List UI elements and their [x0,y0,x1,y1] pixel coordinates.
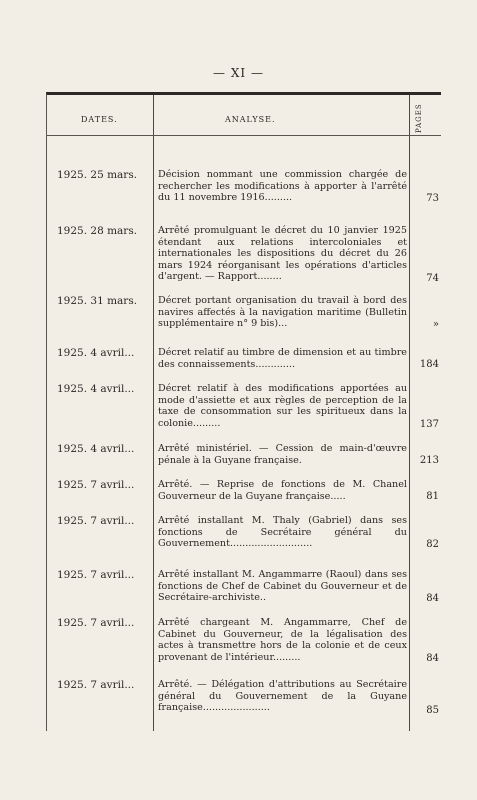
entry-page: 84 [426,593,439,604]
column-divider-dates [153,95,154,731]
entry-page: 213 [419,455,439,466]
column-divider-pages [409,95,410,731]
entry-analyse: Décret relatif à des modifications apportées au mode d'assiette et aux règles de perception de la taxe de consommation sur les spiritueux dans la colonie......... [158,383,407,429]
entry-date: 1925. 4 avril... [57,443,135,455]
header-rule [47,135,441,136]
entry-analyse: Décret portant organisation du travail à bord des navires affectés à la navigation maritime (Bulletin supplémentaire n° 9 bis)... [158,295,407,330]
entry-date: 1925. 4 avril... [57,347,135,359]
column-header-dates: DATES. [81,115,118,124]
entry-date: 1925. 7 avril... [57,569,135,581]
entry-analyse: Décret relatif au timbre de dimension et au timbre des connaissements............. [158,347,407,370]
column-header-analyse: ANALYSE. [225,115,276,124]
entry-date: 1925. 7 avril... [57,515,135,527]
entry-date: 1925. 4 avril... [57,383,135,395]
page-number: — XI — [213,66,264,80]
entry-page: 81 [426,491,439,502]
entry-page: 73 [426,193,439,204]
entry-date: 1925. 7 avril... [57,679,135,691]
entry-date: 1925. 7 avril... [57,479,135,491]
entry-analyse: Arrêté. — Délégation d'attributions au Secrétaire général du Gouvernement de la Guyane française...................... [158,679,407,714]
entry-analyse: Arrêté ministériel. — Cession de main-d'œuvre pénale à la Guyane française. [158,443,407,466]
entry-date: 1925. 28 mars. [57,225,138,237]
entry-analyse: Arrêté. — Reprise de fonctions de M. Chanel Gouverneur de la Guyane française..... [158,479,407,502]
entry-analyse: Arrêté installant M. Thaly (Gabriel) dans ses fonctions de Secrétaire général du Gouvernement........................... [158,515,407,550]
entry-analyse: Arrêté chargeant M. Angammarre, Chef de Cabinet du Gouverneur, de la légalisation des actes à transmettre hors de la colonie et de ceux provenant de l'intérieur......... [158,617,407,663]
entry-page: 85 [426,705,439,716]
column-header-pages: PAGES [415,103,423,133]
entry-page: 184 [419,359,439,370]
entry-date: 1925. 31 mars. [57,295,138,307]
index-table [46,92,441,731]
entry-page: 74 [426,273,439,284]
entry-analyse: Décision nommant une commission chargée de rechercher les modifications à apporter à l'arrêté du 11 novembre 1916......... [158,169,407,204]
entry-page: 137 [419,419,439,430]
entry-analyse: Arrêté installant M. Angammarre (Raoul) dans ses fonctions de Chef de Cabinet du Gouverneur et de Secrétaire-archiviste.. [158,569,407,604]
entry-analyse: Arrêté promulguant le décret du 10 janvier 1925 étendant aux relations intercoloniales et internationales les dispositions du décret du 26 mars 1924 réorganisant les opérations d'articles d'argent. — Rapport........ [158,225,407,283]
entry-date: 1925. 7 avril... [57,617,135,629]
entry-date: 1925. 25 mars. [57,169,138,181]
entry-page: 82 [426,539,439,550]
entry-page: 84 [426,653,439,664]
entry-page: » [432,319,439,330]
